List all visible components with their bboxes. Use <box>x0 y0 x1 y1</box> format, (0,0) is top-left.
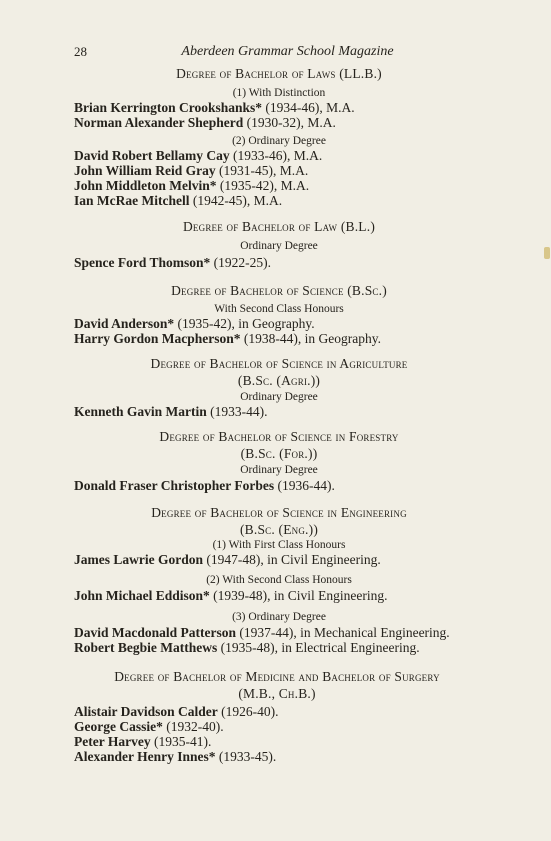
entry-list <box>74 552 484 567</box>
section-heading: Degree of Bachelor of Laws (LL.B.) <box>176 66 382 81</box>
list-item: Donald Fraser Christopher Forbes (1936-44). <box>74 478 335 493</box>
list-item: Harry Gordon Macpherson* (1938-44), in Geography. <box>74 331 381 346</box>
section-subheading: (B.Sc. (Agri.)) <box>237 373 321 388</box>
list-item: Alexander Henry Innes* (1933-45). <box>74 749 277 764</box>
page-header <box>0 44 551 62</box>
entry-list <box>74 404 484 419</box>
section-bsc <box>74 282 484 299</box>
list-item: Brian Kerrington Crookshanks* (1934-46), M.A. <box>74 100 355 115</box>
list-item: Peter Harvey (1935-41). <box>74 734 212 749</box>
section-heading: Degree of Bachelor of Law (B.L.) <box>182 219 376 234</box>
entry-list <box>74 148 484 208</box>
subsection-label: Ordinary Degree <box>240 240 318 252</box>
list-item: George Cassie* (1932-40). <box>74 719 224 734</box>
entry-list <box>74 704 484 764</box>
subsection-label: With Second Class Honours <box>214 303 344 315</box>
section-subheading: (M.B., Ch.B.) <box>238 686 316 701</box>
list-item: John Michael Eddison* (1939-48), in Civil Engineering. <box>74 588 388 603</box>
list-item: John Middleton Melvin* (1935-42), M.A. <box>74 178 310 193</box>
section-subheading: (B.Sc. (Eng.)) <box>239 522 319 537</box>
list-item: Norman Alexander Shepherd (1930-32), M.A. <box>74 115 336 130</box>
list-item: Robert Begbie Matthews (1935-48), in Electrical Engineering. <box>74 640 420 655</box>
section-heading: Degree of Bachelor of Science in Engineering <box>151 505 407 520</box>
section-heading: Degree of Bachelor of Science (B.Sc.) <box>171 283 387 298</box>
section-forestry <box>74 428 484 462</box>
subsection-label: (1) With First Class Honours <box>212 539 346 551</box>
section-heading: Degree of Bachelor of Medicine and Bachelor of Surgery <box>114 669 440 684</box>
entry-list <box>74 255 484 270</box>
subsection-label: (1) With Distinction <box>232 87 326 99</box>
entry-list <box>74 478 484 493</box>
section-engineering <box>74 504 484 538</box>
entry-list <box>74 316 484 346</box>
subsection-label: (3) Ordinary Degree <box>232 611 326 623</box>
section-medicine <box>62 668 492 702</box>
subsection-label: (2) With Second Class Honours <box>206 574 352 586</box>
list-item: David Macdonald Patterson (1937-44), in Mechanical Engineering. <box>74 625 450 640</box>
section-bl <box>74 218 484 235</box>
list-item: Alistair Davidson Calder (1926-40). <box>74 704 279 719</box>
list-item: Spence Ford Thomson* (1922-25). <box>74 255 272 270</box>
section-llb <box>74 65 484 82</box>
entry-list <box>74 625 484 655</box>
list-item: James Lawrie Gordon (1947-48), in Civil Engineering. <box>74 552 381 567</box>
page-number: 28 <box>74 44 87 59</box>
section-heading: Degree of Bachelor of Science in Agriculture <box>150 356 408 371</box>
entry-list <box>74 100 484 130</box>
subsection-label: (2) Ordinary Degree <box>232 135 326 147</box>
list-item: Kenneth Gavin Martin (1933-44). <box>74 404 268 419</box>
page-edge-mark <box>544 247 550 259</box>
list-item: John William Reid Gray (1931-45), M.A. <box>74 163 309 178</box>
subsection-label: Ordinary Degree <box>240 391 318 403</box>
section-agriculture <box>74 355 484 389</box>
entry-list <box>74 588 484 603</box>
section-heading: Degree of Bachelor of Science in Forestry <box>159 429 399 444</box>
subsection-label: Ordinary Degree <box>240 464 318 476</box>
list-item: Ian McRae Mitchell (1942-45), M.A. <box>74 193 283 208</box>
list-item: David Anderson* (1935-42), in Geography. <box>74 316 315 331</box>
section-subheading: (B.Sc. (For.)) <box>240 446 318 461</box>
list-item: David Robert Bellamy Cay (1933-46), M.A. <box>74 148 323 163</box>
running-title: Aberdeen Grammar School Magazine <box>181 44 394 59</box>
